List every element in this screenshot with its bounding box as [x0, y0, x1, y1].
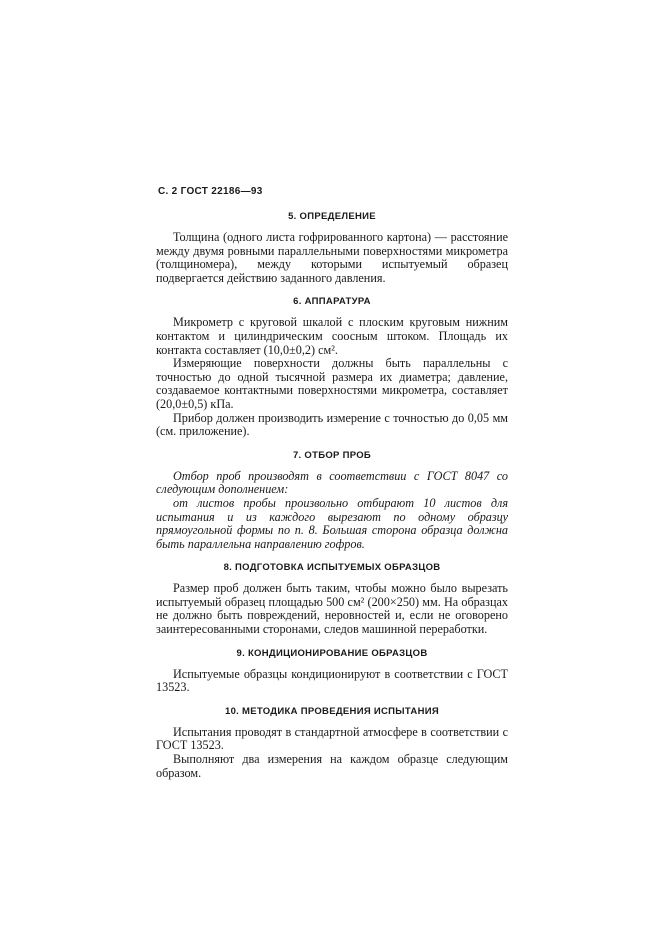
section-title: 5. ОПРЕДЕЛЕНИЕ [288, 211, 376, 222]
paragraph: от листов пробы произвольно отбирают 10 листов для испытания и из каждого вырезают по одному образцу прямоугольной формы по п. 8. Большая сторона образца должна быть параллельна направлению гофров. [156, 495, 508, 551]
document-page [156, 186, 508, 791]
section-title: 9. КОНДИЦИОНИРОВАНИЕ ОБРАЗЦОВ [236, 647, 428, 659]
section-apparatus [156, 296, 508, 438]
paragraph: Выполняют два измерения на каждом образце следующим образом. [156, 752, 508, 780]
page-header: С. 2 ГОСТ 22186—93 [158, 186, 263, 197]
paragraph: Отбор проб производят в соответствии с ГОСТ 8047 со следующим дополнением: [156, 468, 508, 497]
paragraph: Испытуемые образцы кондиционируют в соответствии с ГОСТ 13523. [156, 666, 508, 695]
section-sampling [156, 450, 508, 552]
section-test-procedure [156, 706, 508, 780]
section-title: 6. АППАРАТУРА [293, 296, 371, 308]
section-definition [156, 211, 508, 285]
section-title: 7. ОТБОР ПРОБ [292, 449, 372, 461]
paragraph: Испытания проводят в стандартной атмосфере в соответствии с ГОСТ 13523. [156, 724, 508, 753]
section-title: 10. МЕТОДИКА ПРОВЕДЕНИЯ ИСПЫТАНИЯ [224, 705, 439, 717]
paragraph: Прибор должен производить измерение с точностью до 0,05 мм (см. приложение). [156, 410, 508, 439]
paragraph: Микрометр с круговой шкалой с плоским круговым нижним контактом и цилиндрическим соосным штоком. Площадь их контакта составляет (10,0±0,2) см². [156, 315, 508, 357]
section-conditioning [156, 648, 508, 695]
paragraph: Толщина (одного листа гофрированного картона) — расстояние между двумя ровными параллельными поверхностями микрометра (толщиномера), между которыми испытуемый образец подвергается действию заданного давления. [156, 230, 508, 285]
section-title: 8. ПОДГОТОВКА ИСПЫТУЕМЫХ ОБРАЗЦОВ [223, 562, 441, 574]
section-sample-preparation [156, 562, 508, 636]
paragraph: Размер проб должен быть таким, чтобы можно было вырезать испытуемый образец площадью 500 см² (200×250) мм. На образцах не должно быть повреждений, неровностей и, если не оговорено заинтересованными сторонами, следов машинной переработки. [156, 581, 508, 637]
paragraph: Измеряющие поверхности должны быть параллельны с точностью до одной тысячной размера их диаметра; давление, создаваемое контактными поверхностями микрометра, составляет (20,0±0,5) кПа. [156, 356, 508, 411]
